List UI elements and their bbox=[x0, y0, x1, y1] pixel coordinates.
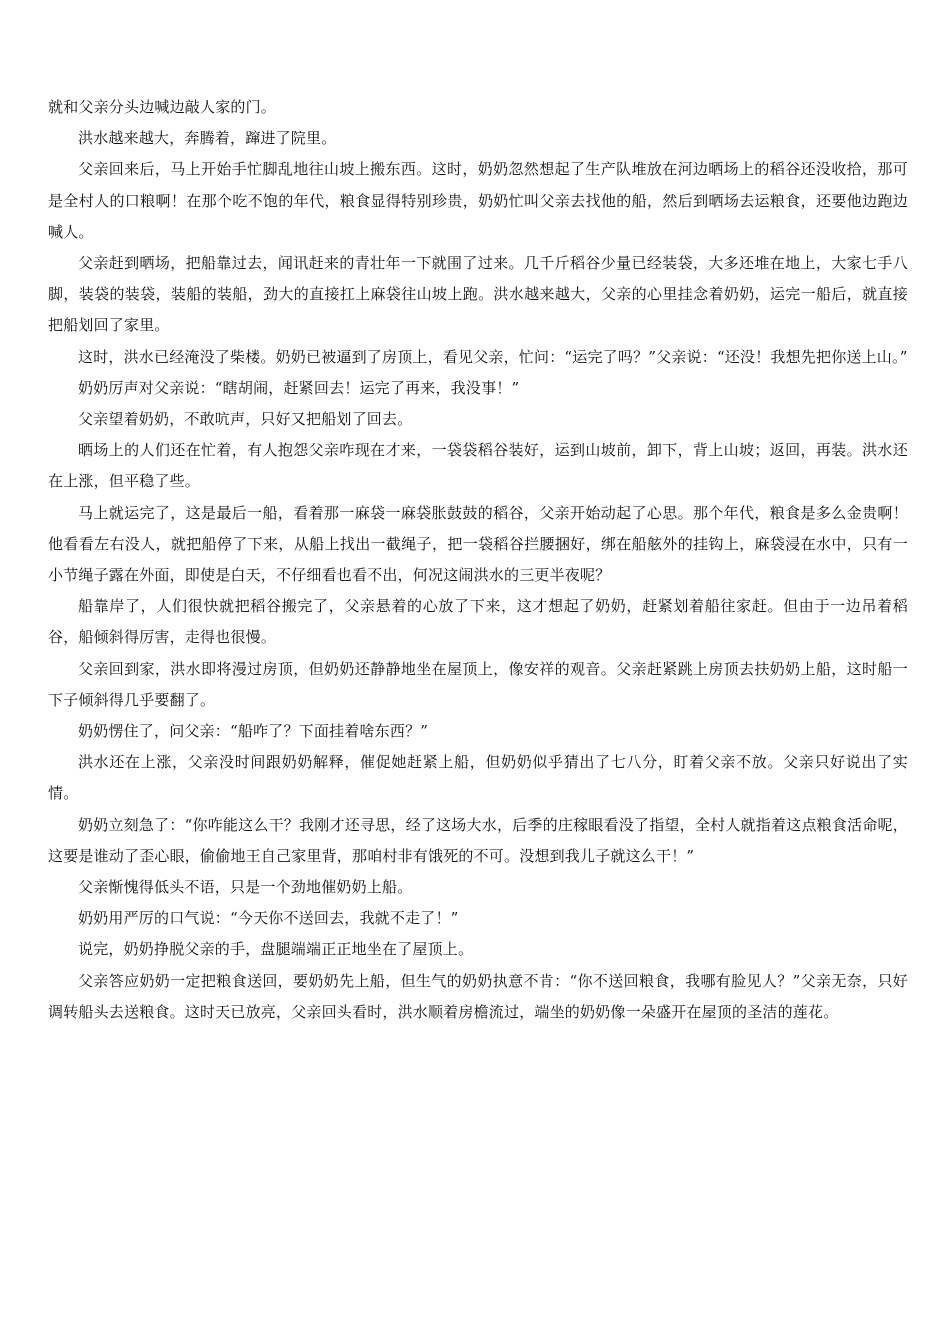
paragraph: 说完，奶奶挣脱父亲的手，盘腿端端正正地坐在了屋顶上。 bbox=[78, 940, 474, 959]
document-body bbox=[48, 92, 908, 1028]
paragraph: 就和父亲分头边喊边敲人家的门。 bbox=[48, 98, 277, 116]
paragraph: 奶奶愣住了，问父亲：“船咋了？下面挂着啥东西？” bbox=[78, 722, 429, 741]
paragraph: 晒场上的人们还在忙着，有人抱怨父亲咋现在才来，一袋袋稻谷装好，运到山坡前，卸下，背上山坡；返回，再装。洪水还在上涨，但平稳了些。 bbox=[48, 441, 908, 491]
paragraph: 父亲惭愧得低头不语，只是一个劲地催奶奶上船。 bbox=[78, 878, 413, 897]
paragraph: 父亲望着奶奶，不敢吭声，只好又把船划了回去。 bbox=[78, 410, 413, 429]
paragraph: 船靠岸了，人们很快就把稻谷搬完了，父亲悬着的心放了下来，这才想起了奶奶，赶紧划着船往家赶。但由于一边吊着稻谷，船倾斜得厉害，走得也很慢。 bbox=[48, 597, 908, 647]
paragraph: 父亲赶到晒场，把船靠过去，闻讯赶来的青壮年一下就围了过来。几千斤稻谷少量已经装袋，大多还堆在地上，大家七手八脚，装袋的装袋，装船的装船，劲大的直接扛上麻袋往山坡上跑。洪水越来越大，父亲的心里挂念着奶奶，运完一船后，就直接把船划回了家里。 bbox=[48, 254, 908, 335]
paragraph: 马上就运完了，这是最后一船，看着那一麻袋一麻袋胀鼓鼓的稻谷，父亲开始动起了心思。那个年代，粮食是多么金贵啊！他看看左右没人，就把船停了下来，从船上找出一截绳子，把一袋稻谷拦腰捆好，绑在船舷外的挂钩上，麻袋浸在水中，只有一小节绳子露在外面，即使是白天，不仔细看也看不出，何况这闹洪水的三更半夜呢？ bbox=[48, 503, 908, 585]
paragraph: 洪水还在上涨，父亲没时间跟奶奶解释，催促她赶紧上船，但奶奶似乎猜出了七八分，盯着父亲不放。父亲只好说出了实情。 bbox=[48, 753, 908, 803]
paragraph: 父亲回到家，洪水即将漫过房顶，但奶奶还静静地坐在屋顶上，像安祥的观音。父亲赶紧跳上房顶去扶奶奶上船，这时船一下子倾斜得几乎要翻了。 bbox=[48, 659, 908, 709]
paragraph: 奶奶立刻急了：“你咋能这么干？我刚才还寻思，经了这场大水，后季的庄稼眼看没了指望，全村人就指着这点粮食活命呢，这要是谁动了歪心眼，偷偷地王自己家里背，那咱村非有饿死的不可。没想到我儿子就这么干！” bbox=[48, 815, 908, 865]
paragraph: 父亲答应奶奶一定把粮食送回，要奶奶先上船，但生气的奶奶执意不肯：“你不送回粮食，我哪有脸见人？”父亲无奈，只好调转船头去送粮食。这时天已放亮，父亲回头看时，洪水顺着房檐流过，端坐的奶奶像一朵盛开在屋顶的圣洁的莲花。 bbox=[48, 971, 908, 1021]
paragraph: 父亲回来后，马上开始手忙脚乱地往山坡上搬东西。这时，奶奶忽然想起了生产队堆放在河边晒场上的稻谷还没收拾，那可是全村人的口粮啊！在那个吃不饱的年代，粮食显得特别珍贵，奶奶忙叫父亲去找他的船，然后到晒场去运粮食，还要他边跑边喊人。 bbox=[48, 160, 908, 241]
paragraph: 这时，洪水已经淹没了柴楼。奶奶已被逼到了房顶上，看见父亲，忙问：“运完了吗？”父亲说：“还没！我想先把你送上山。” bbox=[78, 347, 908, 366]
paragraph: 洪水越来越大，奔腾着，蹿进了院里。 bbox=[78, 129, 337, 148]
paragraph: 奶奶厉声对父亲说：“瞎胡闹，赶紧回去！运完了再来，我没事！” bbox=[78, 378, 520, 397]
paragraph: 奶奶用严厉的口气说：“今天你不送回去，我就不走了！” bbox=[78, 909, 459, 928]
